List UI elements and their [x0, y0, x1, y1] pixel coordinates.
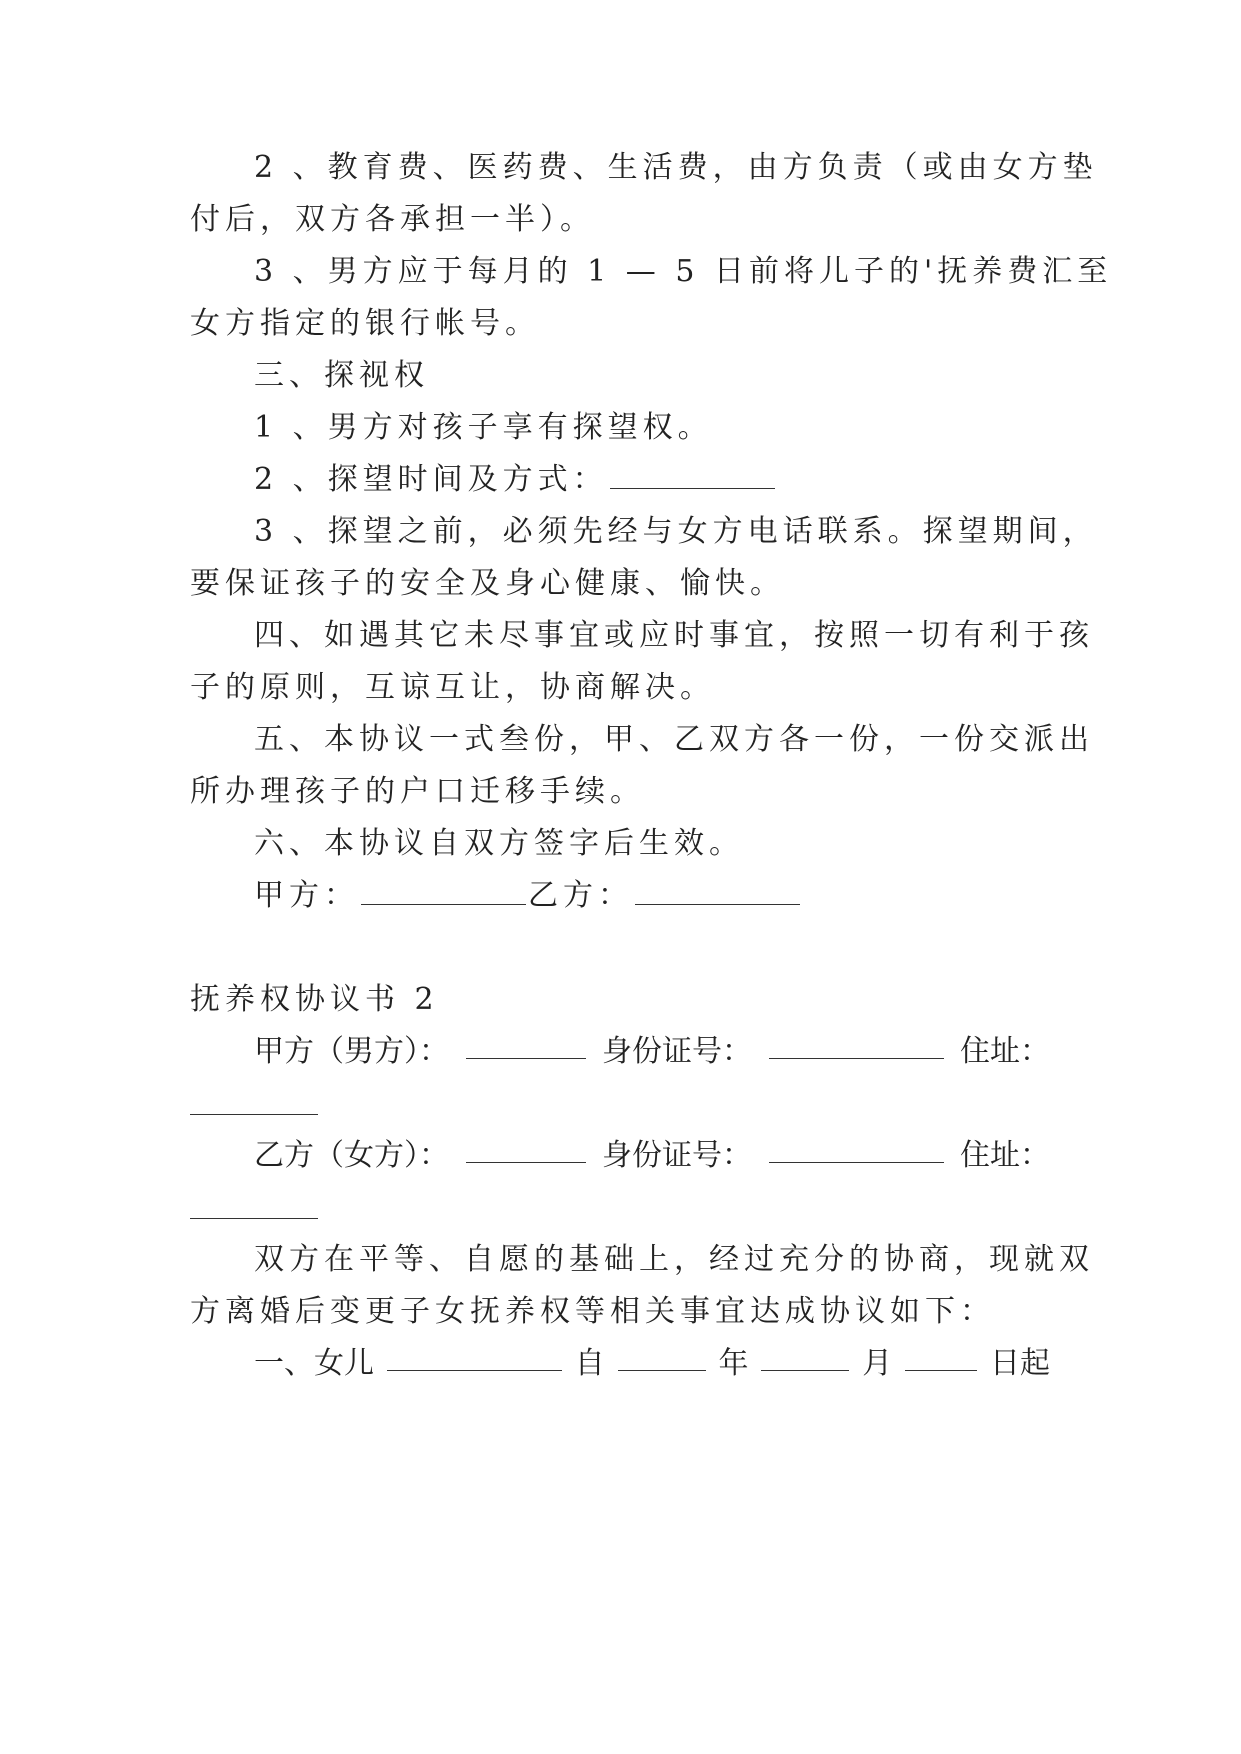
daughter-name-blank	[387, 1344, 562, 1371]
year-label: 年	[718, 1346, 749, 1381]
party-b-blank	[635, 878, 800, 905]
paragraph-line: 3 、男方应于每月的 1 — 5 日前将儿子的'抚养费汇至	[254, 254, 1113, 289]
paragraph-line-with-blank	[254, 460, 1050, 500]
paragraph-line: 子的原则，互谅互让，协商解决。	[190, 670, 715, 705]
month-blank	[761, 1344, 849, 1371]
party-b-id-blank	[769, 1136, 944, 1163]
paragraph-line: 六、本协议自双方签字后生效。	[254, 826, 744, 861]
party-a-info-label: 甲方（男方）：	[254, 1034, 449, 1069]
party-a-address-blank	[190, 1112, 318, 1115]
daughter-custody-line	[254, 1344, 1050, 1384]
party-a-address-label: 住址：	[960, 1034, 1050, 1069]
party-a-id-label: 身份证号：	[602, 1034, 752, 1069]
day-blank	[905, 1344, 977, 1371]
visit-method-blank	[610, 462, 775, 489]
party-b-info-label: 乙方（女方）：	[254, 1138, 449, 1173]
from-label: 自	[574, 1346, 605, 1381]
document-title: 抚养权协议书 2	[190, 982, 439, 1017]
party-b-address-blank	[190, 1216, 318, 1219]
year-blank	[618, 1344, 706, 1371]
day-label: 日起	[990, 1346, 1050, 1381]
party-a-name-blank	[466, 1032, 586, 1059]
daughter-label: 一、女儿	[254, 1346, 374, 1381]
month-label: 月	[862, 1346, 893, 1381]
section-heading: 三、探视权	[254, 358, 429, 393]
party-a-id-blank	[769, 1032, 944, 1059]
paragraph-line: 付后，双方各承担一半）。	[190, 202, 595, 237]
paragraph-line: 四、如遇其它未尽事宜或应时事宜，按照一切有利于孩	[254, 618, 1094, 653]
party-b-label: 乙方：	[528, 878, 633, 913]
party-b-id-label: 身份证号：	[602, 1138, 752, 1173]
party-a-blank	[361, 878, 526, 905]
visit-method-label: 2 、探望时间及方式：	[254, 462, 608, 497]
signature-line	[254, 876, 1050, 916]
party-a-info-line	[254, 1032, 1050, 1072]
paragraph-line: 1 、男方对孩子享有探望权。	[254, 410, 713, 445]
party-b-address-label: 住址：	[960, 1138, 1050, 1173]
paragraph-line: 方离婚后变更子女抚养权等相关事宜达成协议如下：	[190, 1294, 995, 1329]
party-b-name-blank	[466, 1136, 586, 1163]
paragraph-line: 3 、探望之前，必须先经与女方电话联系。探望期间，	[254, 514, 1098, 549]
paragraph-line: 要保证孩子的安全及身心健康、愉快。	[190, 566, 785, 601]
paragraph-line: 五、本协议一式叁份，甲、乙双方各一份，一份交派出	[254, 722, 1094, 757]
party-b-info-line	[254, 1136, 1050, 1176]
paragraph-line: 所办理孩子的户口迁移手续。	[190, 774, 645, 809]
paragraph-line: 2 、教育费、医药费、生活费，由方负责（或由女方垫	[254, 150, 1098, 185]
paragraph-line: 女方指定的银行帐号。	[190, 306, 540, 341]
party-a-label: 甲方：	[254, 878, 359, 913]
paragraph-line: 双方在平等、自愿的基础上，经过充分的协商，现就双	[254, 1242, 1094, 1277]
